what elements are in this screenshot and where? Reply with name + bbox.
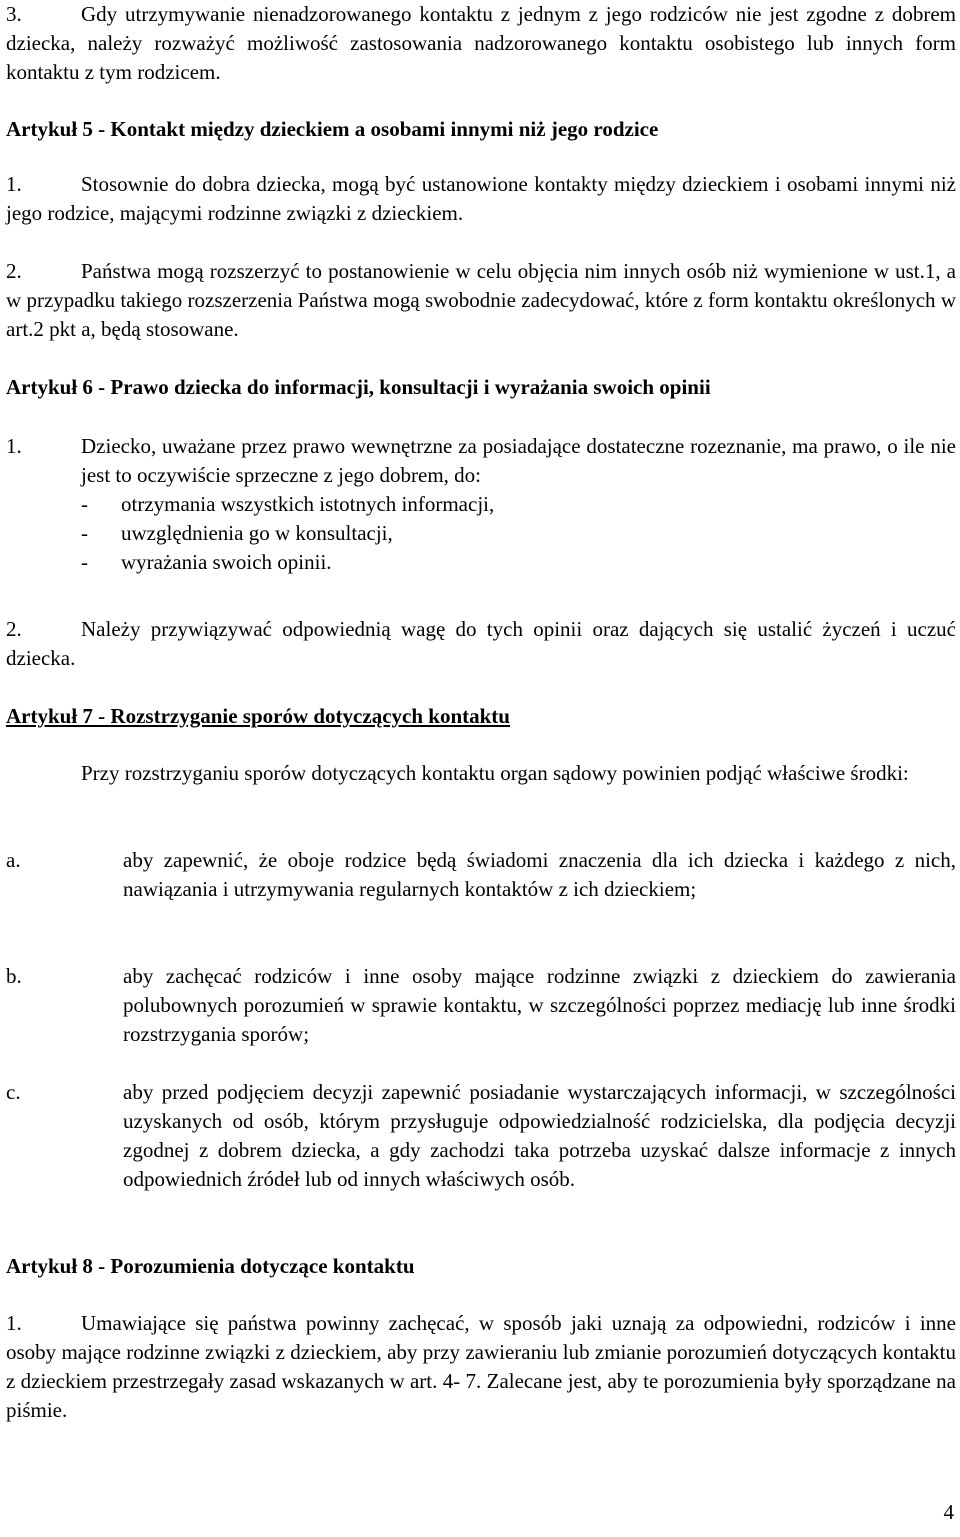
art8-paragraph-1 — [6, 1309, 956, 1425]
paragraph-number: 2. — [6, 617, 22, 641]
list-dash: - — [81, 492, 88, 516]
paragraph-number: 2. — [6, 259, 22, 283]
item-text: aby zapewnić, że oboje rodzice będą świadomi znaczenia dla ich dziecka i każdego z nich, nawiązania i utrzymywania regularnych kontaktów z ich dzieckiem; — [123, 848, 956, 901]
art7-item-a — [6, 846, 956, 904]
art7-heading: Artykuł 7 - Rozstrzyganie sporów dotyczących kontaktu — [6, 704, 510, 728]
list-dash: - — [81, 521, 88, 545]
list-item-text: wyrażania swoich opinii. — [121, 550, 332, 574]
paragraph-text: Stosownie do dobra dziecka, mogą być ustanowione kontakty między dzieckiem i osobami innymi niż jego rodzice, mającymi rodzinne związki z dzieckiem. — [6, 172, 956, 225]
paragraph-number: 1. — [6, 1311, 22, 1335]
paragraph-number: 1. — [6, 434, 22, 458]
art6-paragraph-1 — [6, 432, 956, 577]
paragraph-text: Gdy utrzymywanie nienadzorowanego kontaktu z jednym z jego rodziców nie jest zgodne z dobrem dziecka, należy rozważyć możliwość zastosowania nadzorowanego kontaktu osobistego lub innych form kontaktu z tym rodzicem. — [6, 2, 956, 84]
item-letter: a. — [6, 848, 21, 872]
paragraph-text: Należy przywiązywać odpowiednią wagę do tych opinii oraz dających się ustalić życzeń i uczuć dziecka. — [6, 617, 956, 670]
list-item-text: otrzymania wszystkich istotnych informacji, — [121, 492, 495, 516]
art6-heading: Artykuł 6 - Prawo dziecka do informacji, konsultacji i wyrażania swoich opinii — [6, 375, 711, 399]
list-item-text: uwzględnienia go w konsultacji, — [121, 521, 393, 545]
art8-heading: Artykuł 8 - Porozumienia dotyczące kontaktu — [6, 1254, 415, 1278]
list-item — [81, 490, 956, 519]
paragraph-number: 3. — [6, 2, 22, 26]
art5-heading: Artykuł 5 - Kontakt między dzieckiem a osobami innymi niż jego rodzice — [6, 117, 659, 141]
list-item — [81, 548, 956, 577]
art4-paragraph-3 — [6, 0, 956, 87]
art7-item-b — [6, 962, 956, 1049]
paragraph-text: Dziecko, uważane przez prawo wewnętrzne za posiadające dostateczne rozeznanie, ma prawo, o ile nie jest to oczywiście sprzeczne z jego dobrem, do: — [81, 434, 956, 487]
paragraph-number: 1. — [6, 172, 22, 196]
list-dash: - — [81, 550, 88, 574]
list-item — [81, 519, 956, 548]
item-letter: b. — [6, 964, 22, 988]
art5-paragraph-2 — [6, 257, 956, 344]
art7-intro: Przy rozstrzyganiu sporów dotyczących kontaktu organ sądowy powinien podjąć właściwe środki: — [81, 761, 909, 785]
art6-paragraph-2 — [6, 615, 956, 673]
page-number: 4 — [943, 1500, 954, 1524]
art7-item-c — [6, 1078, 956, 1194]
item-text: aby zachęcać rodziców i inne osoby mające rodzinne związki z dzieckiem do zawierania polubownych porozumień w sprawie kontaktu, w szczególności poprzez mediację lub inne środki rozstrzygania sporów; — [123, 964, 956, 1046]
art6-list — [81, 490, 956, 577]
item-letter: c. — [6, 1080, 21, 1104]
item-text: aby przed podjęciem decyzji zapewnić posiadanie wystarczających informacji, w szczególności uzyskanych od osób, którym przysługuje odpowiedzialność rodzicielska, dla podjęcia decyzji zgodnej z dobrem dziecka, a gdy zachodzi taka potrzeba uzyskać dalsze informacje z innych odpowiednich źródeł lub od innych właściwych osób. — [123, 1080, 956, 1191]
paragraph-text: Umawiające się państwa powinny zachęcać, w sposób jaki uznają za odpowiedni, rodziców i inne osoby mające rodzinne związki z dzieckiem, aby przy zawieraniu lub zmianie porozumień dotyczących kontaktu z dzieckiem przestrzegały zasad wskazanych w art. 4- 7. Zalecane jest, aby te porozumienia były sporządzane na piśmie. — [6, 1311, 956, 1422]
art5-paragraph-1 — [6, 170, 956, 228]
paragraph-text: Państwa mogą rozszerzyć to postanowienie w celu objęcia nim innych osób niż wymienione w ust.1, a w przypadku takiego rozszerzenia Państwa mogą swobodnie zadecydować, które z form kontaktu określonych w art.2 pkt a, będą stosowane. — [6, 259, 956, 341]
